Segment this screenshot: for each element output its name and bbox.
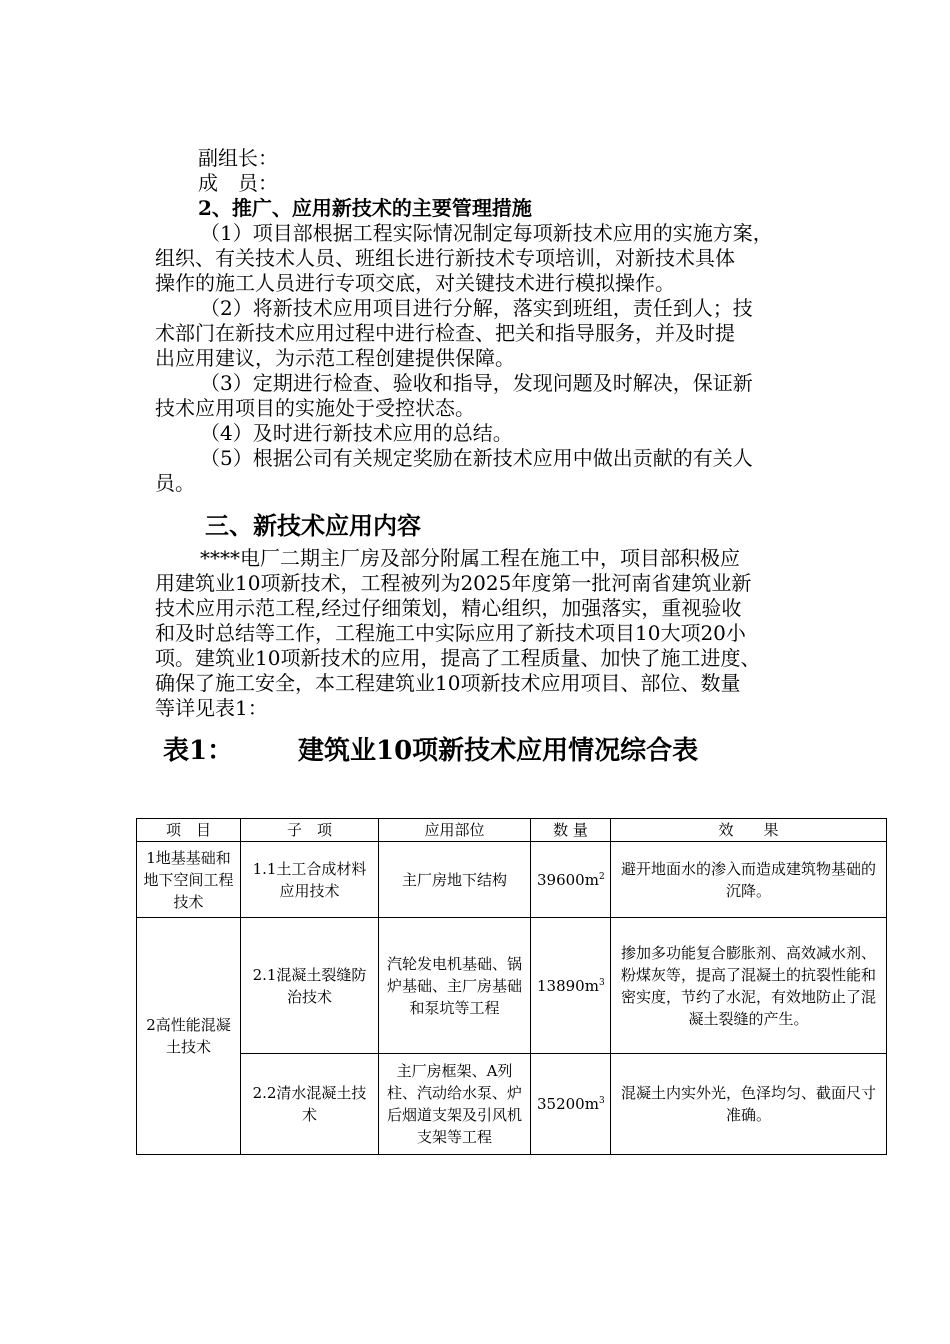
paragraph-line: （1）项目部根据工程实际情况制定每项新技术应用的实施方案， <box>200 221 773 245</box>
paragraph-line: 确保了施工安全，本工程建筑业10项新技术应用项目、部位、数量 <box>155 671 741 695</box>
cell-part: 汽轮发电机基础、锅炉基础、主厂房基础和泵坑等工程 <box>379 918 531 1054</box>
header-item: 项 目 <box>137 819 241 842</box>
cell-effect: 避开地面水的渗入而造成建筑物基础的沉降。 <box>611 842 887 918</box>
section-title-3: 三、新技术应用内容 <box>205 511 421 540</box>
table-row <box>137 1054 887 1155</box>
table-row <box>137 842 887 918</box>
cell-sub: 2.2清水混凝土技术 <box>241 1054 379 1155</box>
table-caption-title: 建筑业10项新技术应用情况综合表 <box>298 736 699 766</box>
cell-qty <box>531 918 611 1054</box>
paragraph-line: 出应用建议，为示范工程创建提供保障。 <box>155 346 515 370</box>
cell-effect: 掺加多功能复合膨胀剂、高效减水剂、粉煤灰等，提高了混凝土的抗裂性能和密实度，节约了水泥，有效地防止了混凝土裂缝的产生。 <box>611 918 887 1054</box>
qty-value: 13890m <box>537 976 599 995</box>
paragraph-line: （4）及时进行新技术应用的总结。 <box>200 421 513 445</box>
header-effect: 效 果 <box>611 819 887 842</box>
header-qty: 数 量 <box>531 819 611 842</box>
paragraph-line: 组织、有关技术人员、班组长进行新技术专项培训，对新技术具体 <box>155 246 735 270</box>
header-part: 应用部位 <box>379 819 531 842</box>
section-heading-2: 2、推广、应用新技术的主要管理措施 <box>198 196 532 220</box>
paragraph-line: 项。建筑业10项新技术的应用，提高了工程质量、加快了施工进度、 <box>155 646 761 670</box>
paragraph-line: （2）将新技术应用项目进行分解，落实到班组，责任到人；技 <box>200 296 753 320</box>
paragraph-line: 等详见表1： <box>155 696 268 720</box>
paragraph-line: 用建筑业10项新技术，工程被列为2025年度第一批河南省建筑业新 <box>155 571 752 595</box>
cell-qty <box>531 1054 611 1155</box>
paragraph-line: 操作的施工人员进行专项交底，对关键技术进行模拟操作。 <box>155 271 675 295</box>
qty-value: 35200m <box>537 1095 599 1113</box>
table-caption-label: 表1： <box>163 736 234 766</box>
paragraph-line: ****电厂二期主厂房及部分附属工程在施工中，项目部积极应 <box>200 546 740 570</box>
qty-unit-exponent: 2 <box>598 871 605 882</box>
table-row <box>137 918 887 1054</box>
paragraph-line: （5）根据公司有关规定奖励在新技术应用中做出贡献的有关人 <box>200 446 753 470</box>
paragraph-line: 技术应用示范工程,经过仔细策划，精心组织，加强落实，重视验收 <box>155 596 742 620</box>
table-header-row <box>137 819 887 842</box>
cell-sub: 2.1混凝土裂缝防治技术 <box>241 918 379 1054</box>
cell-part: 主厂房地下结构 <box>379 842 531 918</box>
cell-part: 主厂房框架、A列柱、汽动给水泵、炉后烟道支架及引风机支架等工程 <box>379 1054 531 1155</box>
cell-qty <box>531 842 611 918</box>
paragraph-line: 和及时总结等工作，工程施工中实际应用了新技术项目10大项20小 <box>155 621 746 645</box>
cell-item: 2高性能混凝土技术 <box>137 918 241 1155</box>
tech-application-table <box>136 818 887 1155</box>
paragraph-line: 员。 <box>155 471 195 495</box>
paragraph-line: 技术应用项目的实施处于受控状态。 <box>155 396 475 420</box>
qty-value: 39600m <box>537 870 599 889</box>
qty-unit-exponent: 3 <box>598 1096 605 1106</box>
cell-effect: 混凝土内实外光，色泽均匀、截面尺寸准确。 <box>611 1054 887 1155</box>
members-line: 成 员： <box>198 171 278 195</box>
cell-item: 1地基基础和地下空间工程技术 <box>137 842 241 918</box>
cell-sub: 1.1土工合成材料应用技术 <box>241 842 379 918</box>
qty-unit-exponent: 3 <box>598 977 605 988</box>
vice-leader-line: 副组长： <box>198 146 278 170</box>
paragraph-line: 术部门在新技术应用过程中进行检查、把关和指导服务，并及时提 <box>155 321 735 345</box>
header-sub: 子 项 <box>241 819 379 842</box>
paragraph-line: （3）定期进行检查、验收和指导，发现问题及时解决，保证新 <box>200 371 753 395</box>
